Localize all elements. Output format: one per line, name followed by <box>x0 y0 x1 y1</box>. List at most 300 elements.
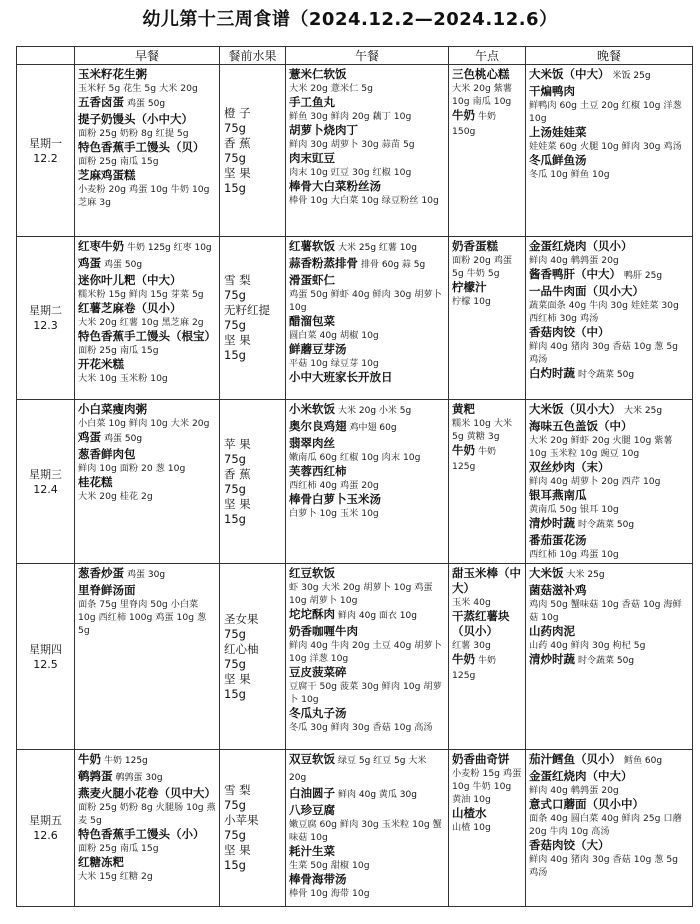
dish-line <box>289 566 445 581</box>
dish-line <box>289 151 445 166</box>
fruit-cell <box>220 400 286 564</box>
dish-line <box>78 402 216 417</box>
dish-line <box>529 153 689 168</box>
dish-name: 特色香蕉手工馒头（贝） <box>78 140 205 154</box>
dish-ingredients: 鸡蛋 50g <box>104 260 143 270</box>
lunch-cell <box>286 564 449 750</box>
ingredient-line: 虾 30g 大米 20g 胡萝卜 10g 鸡蛋 10g 胡萝卜 10g <box>289 582 433 606</box>
ingredient-line: 大米 20g 紫薯 10g 南瓜 10g <box>452 83 513 107</box>
dish-name: 翡翠肉丝 <box>289 436 335 450</box>
dish-line <box>529 267 689 284</box>
dish-ingredients: 鳕鱼 60g <box>624 756 663 766</box>
ingredient-line: 鲜肉 40g 鹌鹑蛋 20g <box>529 785 619 796</box>
dish-name: 大米饭 <box>529 566 564 580</box>
weekday-label: 星期三 <box>29 467 62 481</box>
dish-line <box>529 419 689 434</box>
dish-line <box>78 95 216 112</box>
dish-name: 干蒸红薯块（贝小） <box>452 609 510 638</box>
dish-name: 清炒时蔬 <box>529 652 575 666</box>
dish-name: 红豆软饭 <box>289 566 335 580</box>
fruit-line: 15g <box>224 180 246 195</box>
dish-name: 甜玉米棒（中大） <box>452 566 521 595</box>
breakfast-cell <box>75 750 220 907</box>
ingredient-line: 鲜肉 40g 猪肉 30g 香菇 10g 葱 5g 鸡汤 <box>529 341 679 365</box>
dish-name: 奶香咖喱牛肉 <box>289 624 358 638</box>
ingredient-line: 小麦粉 15g 鸡蛋 10g 牛奶 10g 黄油 10g <box>452 768 522 805</box>
header-snack: 午点 <box>449 47 526 65</box>
dish-line <box>78 329 216 344</box>
dish-name: 小中大班家长开放日 <box>289 370 393 384</box>
day-cell <box>17 750 75 907</box>
ingredient-line: 玉米籽 5g 花生 5g 大米 20g <box>78 83 198 94</box>
ingredient-line: 糯米 10g 大米 5g 黄糖 3g <box>452 418 513 442</box>
ingredient-line: 玉米 40g <box>452 597 491 608</box>
fruit-line: 75g <box>224 120 246 135</box>
breakfast-cell <box>75 237 220 400</box>
ingredient-line: 平菇 10g 绿豆芽 10g <box>289 358 379 369</box>
dish-name: 酱香鸭肝（中大） <box>529 267 621 281</box>
ingredient-line: 黄南瓜 50g 银耳 10g <box>529 504 619 515</box>
fruit-line: 雪 梨 <box>224 273 251 287</box>
dish-name: 肉末豇豆 <box>289 151 335 165</box>
lunch-cell <box>286 400 449 564</box>
dish-line <box>289 607 445 624</box>
dish-line <box>289 436 445 451</box>
ingredient-line: 鲜鱼 30g 鲜肉 20g 藕丁 10g <box>289 111 412 122</box>
ingredient-line: 面条 40g 圆白菜 40g 鲜肉 25g 口蘑 20g 牛肉 10g 高汤 <box>529 813 682 837</box>
date-label: 12.2 <box>33 151 58 165</box>
fruit-line: 无籽红提 <box>224 303 270 317</box>
dish-line <box>452 652 522 669</box>
ingredient-line: 面粉 25g 奶粉 8g 红提 5g <box>78 128 189 139</box>
dish-line <box>529 516 689 533</box>
header-fruit: 餐前水果 <box>220 47 286 65</box>
dish-name: 蒜香粉蒸排骨 <box>289 256 358 270</box>
dish-line <box>78 769 216 786</box>
dish-name: 菌菇滋补鸡 <box>529 583 587 597</box>
dish-name: 大米饭（贝小大） <box>529 402 621 416</box>
day-row <box>17 750 693 907</box>
fruit-line: 橙 子 <box>224 105 251 120</box>
dish-line <box>289 123 445 138</box>
date-label: 12.6 <box>33 829 58 842</box>
dish-name: 上汤娃娃菜 <box>529 125 587 139</box>
dish-name: 双丝炒肉（末） <box>529 460 610 474</box>
dish-name: 意式口蘑面（贝小中） <box>529 797 644 811</box>
dish-ingredients: 鸡蛋 50g <box>127 99 166 109</box>
dish-name: 手工鱼丸 <box>289 95 335 109</box>
day-row <box>17 65 693 237</box>
ingredient-line: 大米 20g 桂花 2g <box>78 491 153 502</box>
ingredient-line: 西红柿 40g 鸡蛋 20g <box>289 480 379 491</box>
ingredient-line: 豆腐干 50g 菠菜 30g 鲜肉 10g 胡萝卜 10g <box>289 681 442 705</box>
dinner-cell <box>526 750 693 907</box>
ingredient-line: 山药 40g 鲜肉 30g 枸杞 5g <box>529 640 646 651</box>
dish-line <box>529 583 689 598</box>
ingredient-line: 鲜肉 10g 面粉 20 葱 10g <box>78 463 186 474</box>
dish-name: 坨坨酥肉 <box>289 607 335 621</box>
dish-name: 奥尔良鸡翅 <box>289 419 347 433</box>
dish-name: 耗汁生菜 <box>289 844 335 858</box>
ingredient-line: 柠檬 10g <box>452 296 491 307</box>
dish-line <box>78 301 216 316</box>
dish-line <box>452 239 522 254</box>
dish-name: 特色香蕉手工馒头（小） <box>78 827 205 841</box>
dish-ingredients: 排骨 60g 蒜 5g <box>361 260 426 270</box>
weekday-label: 星期四 <box>29 642 62 656</box>
fruit-line: 坚 果 <box>224 843 251 857</box>
dish-name: 一品牛肉面（贝小大） <box>529 284 644 298</box>
dish-name: 白灼时蔬 <box>529 366 575 380</box>
ingredient-line: 鲜肉 30g 胡萝卜 30g 蒜苗 5g <box>289 139 415 150</box>
dish-line <box>452 609 522 639</box>
dish-ingredients: 米饭 25g <box>612 71 651 81</box>
ingredient-line: 娃娃菜 60g 火腿 10g 鲜肉 30g 鸡汤 <box>529 141 682 152</box>
dish-name: 清炒时蔬 <box>529 516 575 530</box>
dish-ingredients: 鸭肝 25g <box>624 271 663 281</box>
ingredient-line: 冬瓜 30g 鲜肉 30g 香菇 10g 高汤 <box>289 722 433 733</box>
dish-name: 醋溜包菜 <box>289 314 335 328</box>
fruit-line: 圣女果 <box>224 611 259 626</box>
dish-line <box>452 443 522 460</box>
dish-line <box>452 402 522 417</box>
ingredient-line: 鸡蛋 50g 鲜虾 40g 鲜肉 30g 胡萝卜 10g <box>289 289 442 313</box>
dish-line <box>529 460 689 475</box>
dinner-cell <box>526 237 693 400</box>
fruit-line: 75g <box>224 481 246 496</box>
snack-cell <box>449 65 526 237</box>
dish-ingredients: 大米 25g 红薯 10g <box>338 243 417 253</box>
dish-name: 玉米籽花生粥 <box>78 67 147 81</box>
dish-name: 鸡蛋 <box>78 430 101 444</box>
dish-ingredients: 牛奶 <box>478 447 497 457</box>
dish-name: 薏米仁软饭 <box>289 67 347 81</box>
ingredient-line: 蔬菜面条 40g 牛肉 30g 娃娃菜 30g 西红柿 30g 鸡汤 <box>529 300 679 324</box>
fruit-line: 坚 果 <box>224 333 251 347</box>
ingredient-line: 鲜鸭肉 60g 土豆 20g 红椒 10g 洋葱 10g <box>529 100 682 124</box>
day-cell <box>17 65 75 237</box>
day-cell <box>17 237 75 400</box>
dish-line <box>78 256 216 273</box>
dish-line <box>78 447 216 462</box>
dish-ingredients: 鸡中翅 60g <box>349 423 397 433</box>
dish-ingredients: 时令蔬菜 50g <box>578 370 635 380</box>
dish-ingredients: 时令蔬菜 50g <box>578 520 635 530</box>
dish-name: 小米软饭 <box>289 402 335 416</box>
dish-name: 红薯芝麻卷（贝小） <box>78 301 182 315</box>
dish-line <box>289 273 445 288</box>
fruit-line: 15g <box>224 686 246 701</box>
dish-line <box>529 84 689 99</box>
lunch-cell <box>286 65 449 237</box>
ingredient-line: 面粉 25g 南瓜 15g <box>78 345 159 356</box>
fruit-line: 坚 果 <box>224 671 251 686</box>
day-row <box>17 564 693 750</box>
dish-line <box>78 430 216 447</box>
dish-name: 大米饭（中大） <box>529 67 610 81</box>
ingredient-line: 小白菜 10g 鲜肉 10g 大米 20g <box>78 418 210 429</box>
fruit-line: 15g <box>224 511 246 526</box>
dish-name: 鲜蘑豆芽汤 <box>289 342 347 356</box>
header-lunch: 午餐 <box>286 47 449 65</box>
dish-name: 金蛋红烧肉（中大） <box>529 769 633 783</box>
dish-line <box>529 325 689 340</box>
fruit-line: 坚 果 <box>224 165 251 180</box>
fruit-cell <box>220 750 286 907</box>
dish-name: 干煸鸭肉 <box>529 84 575 98</box>
dish-line <box>529 533 689 548</box>
dish-line <box>452 752 522 767</box>
weekday-label: 星期五 <box>29 814 62 827</box>
header-breakfast: 早餐 <box>75 47 220 65</box>
dish-line <box>289 419 445 436</box>
dish-line <box>289 624 445 639</box>
ingredient-line: 大米 20g 薏米仁 5g <box>289 83 373 94</box>
dish-ingredients: 大米 25g <box>624 406 663 416</box>
dish-line <box>78 112 216 127</box>
dish-name: 五香卤蛋 <box>78 95 124 109</box>
dish-name: 豆皮菠菜碎 <box>289 665 347 679</box>
ingredient-line: 红薯 30g <box>452 640 491 651</box>
ingredient-line: 圆白菜 40g 胡椒 10g <box>289 330 379 341</box>
dish-line <box>78 168 216 183</box>
dish-name: 红枣牛奶 <box>78 239 124 253</box>
dish-line <box>78 752 216 769</box>
dish-line <box>529 239 689 254</box>
ingredient-line: 面粉 25g 南瓜 15g <box>78 156 159 167</box>
ingredient-line: 125g <box>452 461 476 472</box>
fruit-line: 15g <box>224 858 246 872</box>
fruit-line: 75g <box>224 828 246 842</box>
dish-line <box>78 566 216 583</box>
ingredient-line: 125g <box>452 670 476 681</box>
dish-name: 芝麻鸡蛋糕 <box>78 168 136 182</box>
dish-line <box>289 256 445 273</box>
date-label: 12.4 <box>33 482 58 496</box>
dish-line <box>289 67 445 82</box>
dish-line <box>78 239 216 256</box>
date-label: 12.5 <box>33 657 58 671</box>
dish-line <box>289 179 445 194</box>
ingredient-line: 150g <box>452 126 476 137</box>
dish-line <box>529 67 689 84</box>
dish-line <box>78 67 216 82</box>
dish-name: 番茄蛋花汤 <box>529 533 587 547</box>
dish-ingredients: 鲜肉 40g 黄瓜 30g <box>338 790 417 800</box>
lunch-cell <box>286 237 449 400</box>
menu-table <box>16 46 693 907</box>
dish-line <box>529 366 689 383</box>
dish-line <box>78 475 216 490</box>
ingredient-line: 生菜 50g 甜椒 10g <box>289 860 370 871</box>
ingredient-line: 小麦粉 20g 鸡蛋 10g 牛奶 10g 芝麻 3g <box>78 184 210 208</box>
ingredient-line: 大米 20g 鲜虾 20g 火腿 10g 紫薯 10g 玉米粒 10g 豌豆 10g <box>529 435 673 459</box>
day-row <box>17 237 693 400</box>
dish-line <box>78 583 216 598</box>
ingredient-line: 糯米粉 15g 鲜肉 15g 芽菜 5g <box>78 289 204 300</box>
dish-name: 燕麦火腿小花卷（贝中大） <box>78 786 216 800</box>
breakfast-cell <box>75 564 220 750</box>
dish-line <box>529 488 689 503</box>
dish-line <box>289 314 445 329</box>
fruit-line: 15g <box>224 348 246 362</box>
dish-ingredients: 牛奶 125g 红枣 10g <box>127 243 212 253</box>
dish-ingredients: 牛奶 <box>478 112 497 122</box>
dish-name: 提子奶馒头（小中大） <box>78 112 193 126</box>
dish-name: 葱香鲜肉包 <box>78 447 136 461</box>
header-corner <box>17 47 75 65</box>
dish-name: 鹌鹑蛋 <box>78 769 113 783</box>
dish-line <box>289 786 445 803</box>
dish-line <box>78 786 216 801</box>
fruit-line: 75g <box>224 288 246 302</box>
breakfast-cell <box>75 400 220 564</box>
dish-ingredients: 时令蔬菜 50g <box>578 656 635 666</box>
ingredient-line: 山楂 10g <box>452 822 491 833</box>
dish-line <box>289 370 445 385</box>
dish-name: 桂花糕 <box>78 475 113 489</box>
dish-line <box>289 342 445 357</box>
dish-line <box>289 872 445 887</box>
fruit-line: 75g <box>224 798 246 812</box>
dish-ingredients: 鸡蛋 30g <box>127 570 166 580</box>
dish-line <box>78 855 216 870</box>
dish-name: 黄粑 <box>452 402 475 416</box>
dish-name: 鸡蛋 <box>78 256 101 270</box>
dish-line <box>529 769 689 784</box>
dish-line <box>289 803 445 818</box>
dish-name: 迷你叶儿粑（中大） <box>78 273 182 287</box>
ingredient-line: 鲜肉 40g 鹌鹑蛋 20g <box>529 255 619 266</box>
fruit-line: 雪 梨 <box>224 783 251 797</box>
ingredient-line: 面粉 25g 南瓜 15g <box>78 843 159 854</box>
ingredient-line: 面粉 25g 奶粉 8g 火腿肠 10g 燕麦 5g <box>78 802 216 826</box>
fruit-line: 香 蕉 <box>224 135 251 150</box>
dish-line <box>529 566 689 583</box>
dish-name: 冬瓜丸子汤 <box>289 706 347 720</box>
dish-name: 茄汁鳕鱼（贝小） <box>529 752 621 766</box>
dish-name: 柠檬汁 <box>452 280 487 294</box>
snack-cell <box>449 400 526 564</box>
snack-cell <box>449 750 526 907</box>
dish-line <box>78 357 216 372</box>
fruit-line: 75g <box>224 656 246 671</box>
dish-line <box>289 95 445 110</box>
weekday-label: 星期一 <box>29 136 62 150</box>
dish-ingredients: 鸡蛋 50g <box>104 434 143 444</box>
fruit-cell <box>220 237 286 400</box>
dish-ingredients: 牛奶 <box>478 656 497 666</box>
fruit-line: 75g <box>224 150 246 165</box>
dish-name: 里脊鲜汤面 <box>78 583 136 597</box>
dish-name: 开花米糕 <box>78 357 124 371</box>
ingredient-line: 鲜肉 40g 猪肉 30g 香菇 10g 葱 5g 鸡汤 <box>529 854 679 878</box>
dish-name: 棒骨大白菜粉丝汤 <box>289 179 381 193</box>
ingredient-line: 鲜肉 40g 胡萝卜 20g 西芹 10g <box>529 476 661 487</box>
dish-line <box>452 108 522 125</box>
dish-line <box>289 402 445 419</box>
ingredient-line: 棒骨 10g 海带 10g <box>289 888 370 899</box>
dish-ingredients: 大米 20g 小米 5g <box>338 406 412 416</box>
ingredient-line: 冬瓜 10g 鲜鱼 10g <box>529 169 610 180</box>
dish-line <box>529 652 689 669</box>
dish-line <box>78 140 216 155</box>
dish-ingredients: 鲜肉 40g 面衣 10g <box>338 611 417 621</box>
dish-line <box>529 797 689 812</box>
dish-name: 山楂水 <box>452 806 487 820</box>
dish-line <box>289 752 445 786</box>
dish-line <box>529 838 689 853</box>
dish-line <box>452 280 522 295</box>
dish-name: 双豆软饭 <box>289 752 335 766</box>
ingredient-line: 棒骨 10g 大白菜 10g 绿豆粉丝 10g <box>289 195 439 206</box>
dish-line <box>452 566 522 596</box>
dish-line <box>529 402 689 419</box>
ingredient-line: 嫩南瓜 60g 红椒 10g 肉末 10g <box>289 452 421 463</box>
dish-name: 棒骨白萝卜玉米汤 <box>289 492 381 506</box>
ingredient-line: 鲜肉 40g 牛肉 20g 土豆 40g 胡萝卜 10g 洋葱 10g <box>289 640 442 664</box>
ingredient-line: 白萝卜 10g 玉米 10g <box>289 508 379 519</box>
dish-name: 牛奶 <box>78 752 101 766</box>
dish-name: 小白菜瘦肉粥 <box>78 402 147 416</box>
dish-name: 牛奶 <box>452 443 475 457</box>
dinner-cell <box>526 65 693 237</box>
page-title: 幼儿第十三周食谱（2024.12.2—2024.12.6） <box>142 9 558 30</box>
dish-name: 金蛋红烧肉（贝小） <box>529 239 633 253</box>
dish-name: 牛奶 <box>452 652 475 666</box>
fruit-cell <box>220 564 286 750</box>
dish-name: 海味五色盖饭（中） <box>529 419 633 433</box>
dinner-cell <box>526 400 693 564</box>
dinner-cell <box>526 564 693 750</box>
dish-name: 芙蓉西红柿 <box>289 464 347 478</box>
day-cell <box>17 400 75 564</box>
fruit-line: 红心柚 <box>224 641 259 656</box>
snack-cell <box>449 237 526 400</box>
ingredient-line: 大米 10g 玉米粉 10g <box>78 373 168 384</box>
dish-name: 滑蛋虾仁 <box>289 273 335 287</box>
header-row <box>17 47 693 65</box>
dish-name: 冬瓜鲜鱼汤 <box>529 153 587 167</box>
dish-name: 牛奶 <box>452 108 475 122</box>
ingredient-line: 西红柿 10g 鸡蛋 10g <box>529 549 619 560</box>
dish-name: 银耳燕南瓜 <box>529 488 587 502</box>
dish-ingredients: 牛奶 125g <box>104 756 148 766</box>
fruit-line: 小苹果 <box>224 813 259 827</box>
dish-line <box>289 665 445 680</box>
dish-name: 红薯软饭 <box>289 239 335 253</box>
breakfast-cell <box>75 65 220 237</box>
header-dinner: 晚餐 <box>526 47 693 65</box>
ingredient-line: 肉末 10g 豇豆 30g 红椒 10g <box>289 167 412 178</box>
dish-line <box>78 273 216 288</box>
day-row <box>17 400 693 564</box>
fruit-cell <box>220 65 286 237</box>
ingredient-line: 大米 15g 红糖 2g <box>78 871 153 882</box>
dish-ingredients: 绿豆 5g 红豆 5g 大米 20g <box>289 756 427 783</box>
dish-name: 白油圆子 <box>289 786 335 800</box>
fruit-line: 苹 果 <box>224 436 251 451</box>
dish-name: 特色香蕉手工馒头（根宝） <box>78 329 216 343</box>
dish-name: 奶香曲奇饼 <box>452 752 510 766</box>
dish-name: 三色桃心糕 <box>452 67 510 81</box>
ingredient-line: 面粉 20g 鸡蛋 5g 牛奶 5g <box>452 255 513 279</box>
dish-name: 奶香蛋糕 <box>452 239 498 253</box>
dish-line <box>529 284 689 299</box>
dish-name: 香菇肉饺（中） <box>529 325 610 339</box>
dish-ingredients: 大米 25g <box>566 570 605 580</box>
lunch-cell <box>286 750 449 907</box>
